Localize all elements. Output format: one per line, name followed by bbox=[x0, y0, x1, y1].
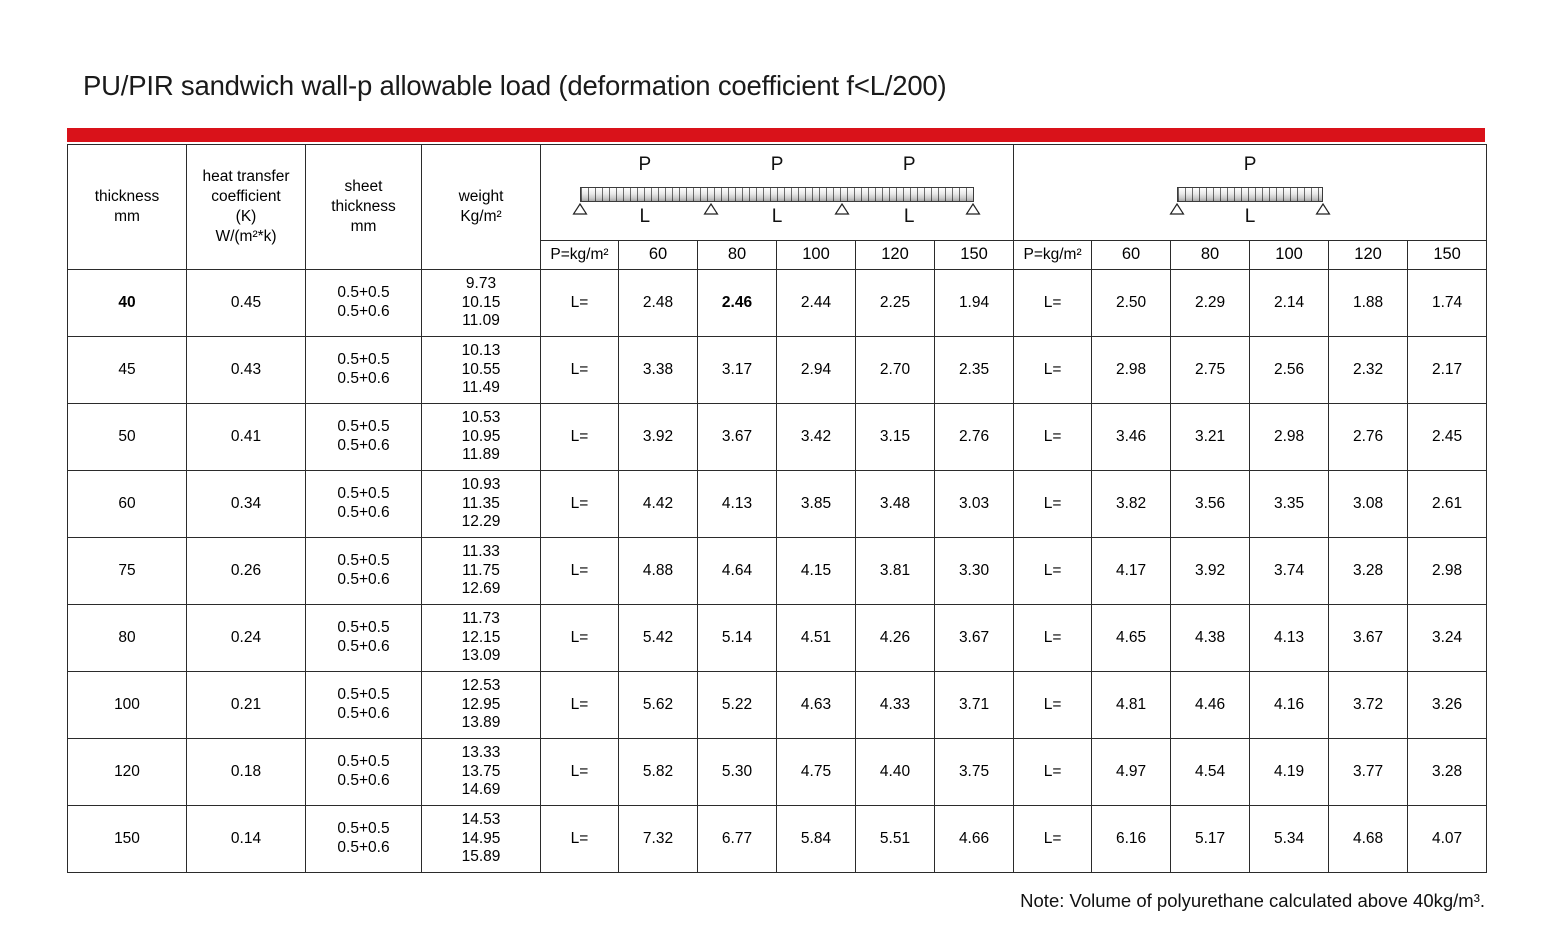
header-weight-line1: weight bbox=[458, 187, 504, 205]
cell-three-span-80: 2.46 bbox=[698, 270, 777, 337]
cell-three-span-150: 2.76 bbox=[935, 404, 1014, 471]
load-label-p-3: P bbox=[902, 154, 916, 175]
diagram-three-span-cell bbox=[541, 145, 1014, 241]
cell-three-span-80: 5.30 bbox=[698, 739, 777, 806]
cell-single-span-60: 4.65 bbox=[1092, 605, 1171, 672]
cell-sheet-thickness: 0.5+0.5 0.5+0.6 bbox=[306, 337, 422, 404]
cell-weight: 10.53 10.95 11.89 bbox=[422, 404, 541, 471]
cell-single-span-120: 1.88 bbox=[1329, 270, 1408, 337]
diagram-single-span-cell bbox=[1014, 145, 1487, 241]
cell-single-span-100: 2.98 bbox=[1250, 404, 1329, 471]
cell-three-span-60: 7.32 bbox=[619, 806, 698, 873]
header-sheet-thickness bbox=[306, 145, 422, 270]
header-st-line2: thickness bbox=[331, 197, 396, 215]
cell-single-span-80: 2.29 bbox=[1171, 270, 1250, 337]
cell-thickness: 80 bbox=[68, 605, 187, 672]
cell-heat-transfer-coefficient: 0.45 bbox=[187, 270, 306, 337]
support-triangle-2 bbox=[703, 203, 718, 215]
subheader-load-l-100: 100 bbox=[777, 241, 856, 270]
cell-three-span-80: 4.13 bbox=[698, 471, 777, 538]
header-thickness-line2: mm bbox=[114, 208, 140, 225]
subheader-load-r-60: 60 bbox=[1092, 241, 1171, 270]
cell-heat-transfer-coefficient: 0.41 bbox=[187, 404, 306, 471]
cell-l-equals-three-span: L= bbox=[541, 270, 619, 337]
cell-thickness: 40 bbox=[68, 270, 187, 337]
support-triangle-3 bbox=[835, 203, 850, 215]
cell-three-span-80: 3.17 bbox=[698, 337, 777, 404]
cell-three-span-100: 4.15 bbox=[777, 538, 856, 605]
subheader-load-r-100: 100 bbox=[1250, 241, 1329, 270]
cell-three-span-60: 5.42 bbox=[619, 605, 698, 672]
load-table-wrapper bbox=[67, 144, 1485, 873]
cell-single-span-100: 3.35 bbox=[1250, 471, 1329, 538]
header-ht-line1: heat transfer bbox=[202, 167, 290, 185]
cell-three-span-80: 6.77 bbox=[698, 806, 777, 873]
cell-single-span-100: 4.13 bbox=[1250, 605, 1329, 672]
cell-three-span-100: 4.51 bbox=[777, 605, 856, 672]
table-row bbox=[68, 739, 1487, 806]
cell-three-span-100: 4.75 bbox=[777, 739, 856, 806]
cell-l-equals-three-span: L= bbox=[541, 605, 619, 672]
cell-single-span-80: 4.46 bbox=[1171, 672, 1250, 739]
table-row bbox=[68, 270, 1487, 337]
cell-three-span-120: 4.33 bbox=[856, 672, 935, 739]
cell-heat-transfer-coefficient: 0.14 bbox=[187, 806, 306, 873]
cell-single-span-120: 3.28 bbox=[1329, 538, 1408, 605]
cell-weight: 10.93 11.35 12.29 bbox=[422, 471, 541, 538]
subheader-load-r-120: 120 bbox=[1329, 241, 1408, 270]
cell-heat-transfer-coefficient: 0.21 bbox=[187, 672, 306, 739]
cell-three-span-150: 4.66 bbox=[935, 806, 1014, 873]
footer-note: Note: Volume of polyurethane calculated above 40kg/m³. bbox=[1020, 890, 1485, 911]
page-title: PU/PIR sandwich wall-p allowable load (deformation coefficient f<L/200) bbox=[83, 70, 947, 101]
cell-three-span-60: 2.48 bbox=[619, 270, 698, 337]
cell-l-equals-three-span: L= bbox=[541, 538, 619, 605]
cell-three-span-150: 2.35 bbox=[935, 337, 1014, 404]
cell-l-equals-single-span: L= bbox=[1014, 270, 1092, 337]
cell-l-equals-three-span: L= bbox=[541, 471, 619, 538]
beam-bar-single-span bbox=[1177, 187, 1323, 202]
cell-single-span-60: 6.16 bbox=[1092, 806, 1171, 873]
cell-three-span-60: 5.82 bbox=[619, 739, 698, 806]
header-ht-line3: (K) bbox=[235, 208, 257, 225]
cell-l-equals-single-span: L= bbox=[1014, 337, 1092, 404]
cell-l-equals-single-span: L= bbox=[1014, 471, 1092, 538]
cell-three-span-100: 3.85 bbox=[777, 471, 856, 538]
header-thickness bbox=[68, 145, 187, 270]
cell-three-span-60: 4.88 bbox=[619, 538, 698, 605]
cell-weight: 12.53 12.95 13.89 bbox=[422, 672, 541, 739]
cell-single-span-100: 5.34 bbox=[1250, 806, 1329, 873]
load-label-p-single: P bbox=[1243, 154, 1257, 175]
subheader-load-l-150: 150 bbox=[935, 241, 1014, 270]
cell-single-span-120: 3.67 bbox=[1329, 605, 1408, 672]
cell-three-span-80: 4.64 bbox=[698, 538, 777, 605]
cell-single-span-150: 3.28 bbox=[1408, 739, 1487, 806]
span-label-l-1: L bbox=[639, 206, 651, 227]
subheader-p-left: P=kg/m² bbox=[541, 241, 619, 270]
subheader-load-l-60: 60 bbox=[619, 241, 698, 270]
cell-thickness: 150 bbox=[68, 806, 187, 873]
cell-single-span-80: 4.54 bbox=[1171, 739, 1250, 806]
cell-single-span-60: 3.82 bbox=[1092, 471, 1171, 538]
cell-three-span-100: 3.42 bbox=[777, 404, 856, 471]
table-body bbox=[68, 270, 1487, 873]
accent-bar bbox=[67, 128, 1485, 142]
cell-single-span-60: 2.98 bbox=[1092, 337, 1171, 404]
header-st-line1: sheet bbox=[344, 177, 383, 195]
cell-three-span-120: 2.70 bbox=[856, 337, 935, 404]
cell-three-span-150: 3.75 bbox=[935, 739, 1014, 806]
three-span-beam-diagram bbox=[541, 145, 1013, 240]
cell-heat-transfer-coefficient: 0.34 bbox=[187, 471, 306, 538]
cell-thickness: 45 bbox=[68, 337, 187, 404]
cell-single-span-60: 4.97 bbox=[1092, 739, 1171, 806]
cell-single-span-80: 3.21 bbox=[1171, 404, 1250, 471]
subheader-load-l-80: 80 bbox=[698, 241, 777, 270]
span-label-l-2: L bbox=[771, 206, 783, 227]
cell-three-span-60: 5.62 bbox=[619, 672, 698, 739]
cell-three-span-120: 2.25 bbox=[856, 270, 935, 337]
support-triangle-4 bbox=[965, 203, 980, 215]
support-triangle-1 bbox=[572, 203, 587, 215]
cell-heat-transfer-coefficient: 0.43 bbox=[187, 337, 306, 404]
cell-sheet-thickness: 0.5+0.5 0.5+0.6 bbox=[306, 538, 422, 605]
cell-single-span-120: 2.76 bbox=[1329, 404, 1408, 471]
cell-l-equals-single-span: L= bbox=[1014, 806, 1092, 873]
cell-thickness: 50 bbox=[68, 404, 187, 471]
cell-single-span-60: 4.81 bbox=[1092, 672, 1171, 739]
cell-single-span-120: 3.08 bbox=[1329, 471, 1408, 538]
cell-single-span-150: 3.26 bbox=[1408, 672, 1487, 739]
cell-sheet-thickness: 0.5+0.5 0.5+0.6 bbox=[306, 270, 422, 337]
cell-sheet-thickness: 0.5+0.5 0.5+0.6 bbox=[306, 404, 422, 471]
cell-sheet-thickness: 0.5+0.5 0.5+0.6 bbox=[306, 471, 422, 538]
cell-three-span-150: 3.71 bbox=[935, 672, 1014, 739]
table-row bbox=[68, 337, 1487, 404]
cell-three-span-80: 5.22 bbox=[698, 672, 777, 739]
subheader-load-r-80: 80 bbox=[1171, 241, 1250, 270]
cell-l-equals-three-span: L= bbox=[541, 404, 619, 471]
table-row bbox=[68, 672, 1487, 739]
cell-single-span-100: 4.19 bbox=[1250, 739, 1329, 806]
cell-single-span-120: 2.32 bbox=[1329, 337, 1408, 404]
table-row bbox=[68, 538, 1487, 605]
cell-single-span-60: 2.50 bbox=[1092, 270, 1171, 337]
header-ht-line4: W/(m²*k) bbox=[215, 228, 277, 246]
cell-three-span-120: 5.51 bbox=[856, 806, 935, 873]
cell-heat-transfer-coefficient: 0.24 bbox=[187, 605, 306, 672]
cell-three-span-150: 3.30 bbox=[935, 538, 1014, 605]
cell-single-span-150: 2.17 bbox=[1408, 337, 1487, 404]
cell-single-span-120: 3.72 bbox=[1329, 672, 1408, 739]
load-label-p-2: P bbox=[770, 154, 784, 175]
subheader-load-l-120: 120 bbox=[856, 241, 935, 270]
table-row bbox=[68, 404, 1487, 471]
cell-single-span-100: 3.74 bbox=[1250, 538, 1329, 605]
table-row bbox=[68, 806, 1487, 873]
cell-weight: 9.73 10.15 11.09 bbox=[422, 270, 541, 337]
support-triangle-single-1 bbox=[1169, 203, 1184, 215]
cell-single-span-100: 2.56 bbox=[1250, 337, 1329, 404]
cell-l-equals-single-span: L= bbox=[1014, 404, 1092, 471]
beam-bar-three-span bbox=[580, 187, 975, 202]
cell-weight: 11.73 12.15 13.09 bbox=[422, 605, 541, 672]
cell-sheet-thickness: 0.5+0.5 0.5+0.6 bbox=[306, 605, 422, 672]
cell-l-equals-three-span: L= bbox=[541, 739, 619, 806]
header-weight-line2: Kg/m² bbox=[460, 208, 502, 225]
span-label-l-3: L bbox=[903, 206, 915, 227]
cell-single-span-150: 2.45 bbox=[1408, 404, 1487, 471]
cell-single-span-80: 5.17 bbox=[1171, 806, 1250, 873]
cell-thickness: 100 bbox=[68, 672, 187, 739]
cell-single-span-120: 3.77 bbox=[1329, 739, 1408, 806]
cell-single-span-60: 4.17 bbox=[1092, 538, 1171, 605]
cell-single-span-80: 3.56 bbox=[1171, 471, 1250, 538]
cell-weight: 11.33 11.75 12.69 bbox=[422, 538, 541, 605]
cell-three-span-60: 3.38 bbox=[619, 337, 698, 404]
cell-single-span-60: 3.46 bbox=[1092, 404, 1171, 471]
span-label-l-single: L bbox=[1244, 206, 1256, 227]
header-st-line3: mm bbox=[350, 218, 377, 236]
cell-three-span-120: 3.48 bbox=[856, 471, 935, 538]
cell-three-span-120: 4.26 bbox=[856, 605, 935, 672]
cell-single-span-80: 3.92 bbox=[1171, 538, 1250, 605]
header-ht-line2: coefficient bbox=[211, 187, 281, 205]
cell-three-span-120: 3.81 bbox=[856, 538, 935, 605]
cell-three-span-120: 3.15 bbox=[856, 404, 935, 471]
header-weight bbox=[422, 145, 541, 270]
cell-thickness: 75 bbox=[68, 538, 187, 605]
cell-l-equals-single-span: L= bbox=[1014, 605, 1092, 672]
support-triangle-single-2 bbox=[1316, 203, 1331, 215]
cell-single-span-150: 1.74 bbox=[1408, 270, 1487, 337]
allowable-load-table bbox=[67, 144, 1487, 873]
cell-three-span-150: 3.67 bbox=[935, 605, 1014, 672]
cell-heat-transfer-coefficient: 0.26 bbox=[187, 538, 306, 605]
cell-three-span-120: 4.40 bbox=[856, 739, 935, 806]
cell-thickness: 60 bbox=[68, 471, 187, 538]
cell-three-span-150: 1.94 bbox=[935, 270, 1014, 337]
cell-sheet-thickness: 0.5+0.5 0.5+0.6 bbox=[306, 806, 422, 873]
cell-l-equals-single-span: L= bbox=[1014, 538, 1092, 605]
cell-single-span-150: 4.07 bbox=[1408, 806, 1487, 873]
cell-sheet-thickness: 0.5+0.5 0.5+0.6 bbox=[306, 739, 422, 806]
cell-single-span-120: 4.68 bbox=[1329, 806, 1408, 873]
cell-single-span-150: 2.61 bbox=[1408, 471, 1487, 538]
cell-l-equals-three-span: L= bbox=[541, 806, 619, 873]
cell-sheet-thickness: 0.5+0.5 0.5+0.6 bbox=[306, 672, 422, 739]
cell-single-span-80: 2.75 bbox=[1171, 337, 1250, 404]
subheader-p-right: P=kg/m² bbox=[1014, 241, 1092, 270]
cell-l-equals-single-span: L= bbox=[1014, 739, 1092, 806]
table-row bbox=[68, 605, 1487, 672]
subheader-load-r-150: 150 bbox=[1408, 241, 1487, 270]
cell-single-span-150: 2.98 bbox=[1408, 538, 1487, 605]
cell-three-span-80: 3.67 bbox=[698, 404, 777, 471]
cell-single-span-100: 4.16 bbox=[1250, 672, 1329, 739]
cell-single-span-100: 2.14 bbox=[1250, 270, 1329, 337]
cell-thickness: 120 bbox=[68, 739, 187, 806]
cell-l-equals-three-span: L= bbox=[541, 337, 619, 404]
single-span-beam-diagram bbox=[1014, 145, 1486, 240]
table-header-row bbox=[68, 145, 1487, 241]
cell-three-span-100: 2.44 bbox=[777, 270, 856, 337]
cell-weight: 10.13 10.55 11.49 bbox=[422, 337, 541, 404]
cell-three-span-60: 4.42 bbox=[619, 471, 698, 538]
cell-single-span-150: 3.24 bbox=[1408, 605, 1487, 672]
header-heat-transfer bbox=[187, 145, 306, 270]
table-row bbox=[68, 471, 1487, 538]
cell-weight: 14.53 14.95 15.89 bbox=[422, 806, 541, 873]
cell-single-span-80: 4.38 bbox=[1171, 605, 1250, 672]
cell-three-span-80: 5.14 bbox=[698, 605, 777, 672]
cell-three-span-100: 4.63 bbox=[777, 672, 856, 739]
header-thickness-line1: thickness bbox=[94, 187, 160, 205]
cell-three-span-100: 2.94 bbox=[777, 337, 856, 404]
cell-three-span-60: 3.92 bbox=[619, 404, 698, 471]
cell-l-equals-single-span: L= bbox=[1014, 672, 1092, 739]
cell-three-span-100: 5.84 bbox=[777, 806, 856, 873]
cell-weight: 13.33 13.75 14.69 bbox=[422, 739, 541, 806]
load-label-p-1: P bbox=[638, 154, 652, 175]
cell-l-equals-three-span: L= bbox=[541, 672, 619, 739]
cell-heat-transfer-coefficient: 0.18 bbox=[187, 739, 306, 806]
cell-three-span-150: 3.03 bbox=[935, 471, 1014, 538]
